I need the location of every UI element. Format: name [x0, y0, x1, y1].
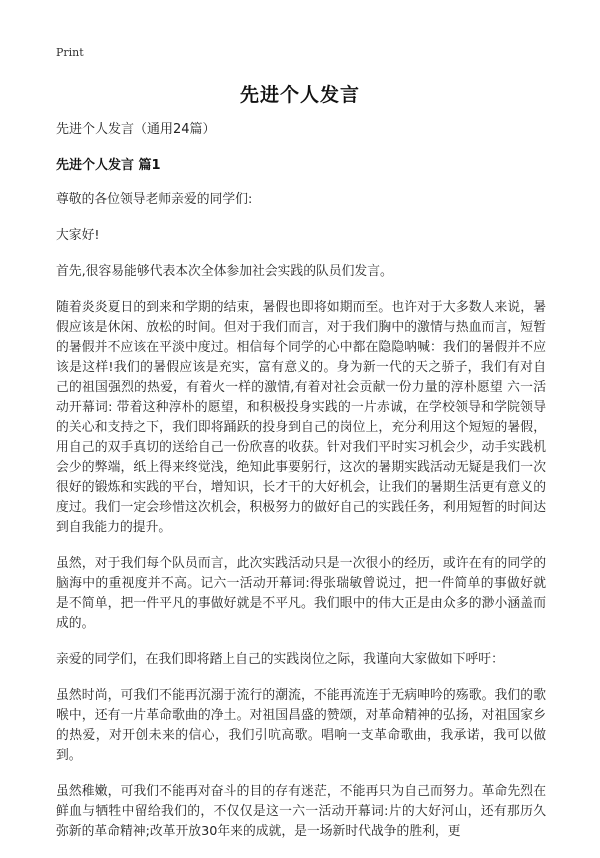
paragraph-songs: 虽然时尚，可我们不能再沉溺于流行的潮流，不能再流连于无病呻吟的殇歌。我们的歌喉中，还有一片革命歌曲的净土。对祖国昌盛的赞颂，对革命精神的弘扬，对祖国家乡的热爱，对开创未来的信心，我们引吭高歌。唱响一支革命歌曲，我承诺，我可以做到。: [56, 688, 546, 763]
document-subtitle: 先进个人发言（通用24篇）: [56, 122, 216, 137]
document-title: 先进个人发言: [239, 84, 360, 106]
paragraph-appeal: 亲爱的同学们，在我们即将踏上自己的实践岗位之际，我谨向大家做如下呼吁：: [56, 652, 504, 667]
paragraph-salutation: 尊敬的各位领导老师亲爱的同学们:: [56, 192, 253, 207]
paragraph-struggle: 虽然稚嫩，可我们不能再对奋斗的目的存有迷茫，不能再只为自己而努力。革命先烈在鲜血与牺牲中留给我们的，不仅仅是这一六一活动开幕词:片的大好河山，还有那历久弥新的革命精神;改革开放30年来的成就，是一场新时代战争的胜利，更: [56, 784, 546, 839]
paragraph-summer: 随着炎炎夏日的到来和学期的结束，暑假也即将如期而至。也许对于大多数人来说，暑假应该是休闲、放松的时间。但对于我们而言，对于我们胸中的激情与热血而言，短暂的暑假并不应该在平淡中度过。相信每个同学的心中都在隐隐呐喊：我们的暑假并不应该是这样!我们的暑假应该是充实，富有意义的。身为新一代的天之骄子，我们有对自己的祖国强烈的热爱，有着火一样的激情,有着对社会贡献一份力量的淳朴愿望 六一活动开幕词: 带着这种淳朴的愿望，和积极投身实践的一片赤诚，在学校领导和学院领导的关心和支持之下，我们即将踊跃的投身到自己的岗位上，充分利用这个短短的暑假，用自己的双手真切的送给自己一份欣喜的收获。针对我们平时实习机会少，动手实践机会少的弊端，纸上得来终觉浅，绝知此事要躬行，这次的暑期实践活动无疑是我们一次很好的锻炼和实践的平台，增知识，长才干的大好机会，让我们的暑期生活更有意义的度过。我们一定会珍惜这次机会，积极努力的做好自己的实践任务，利用短暂的时间达到自我能力的提升。: [56, 300, 546, 535]
section-heading: 先进个人发言 篇1: [56, 158, 161, 173]
print-link[interactable]: Print: [56, 46, 84, 59]
paragraph-greeting: 大家好!: [56, 228, 100, 243]
paragraph-opening: 首先,很容易能够代表本次全体参加社会实践的队员们发言。: [56, 264, 393, 279]
document-body: [56, 120, 546, 858]
paragraph-small-things: 虽然，对于我们每个队员而言，此次实践活动只是一次很小的经历，或许在有的同学的脑海中的重视度并不高。记六一活动开幕词:得张瑞敏曾说过，把一件简单的事做好就是不简单，把一件平凡的事做好就是不平凡。我们眼中的伟大正是由众多的渺小涵盖而成的。: [56, 556, 546, 631]
